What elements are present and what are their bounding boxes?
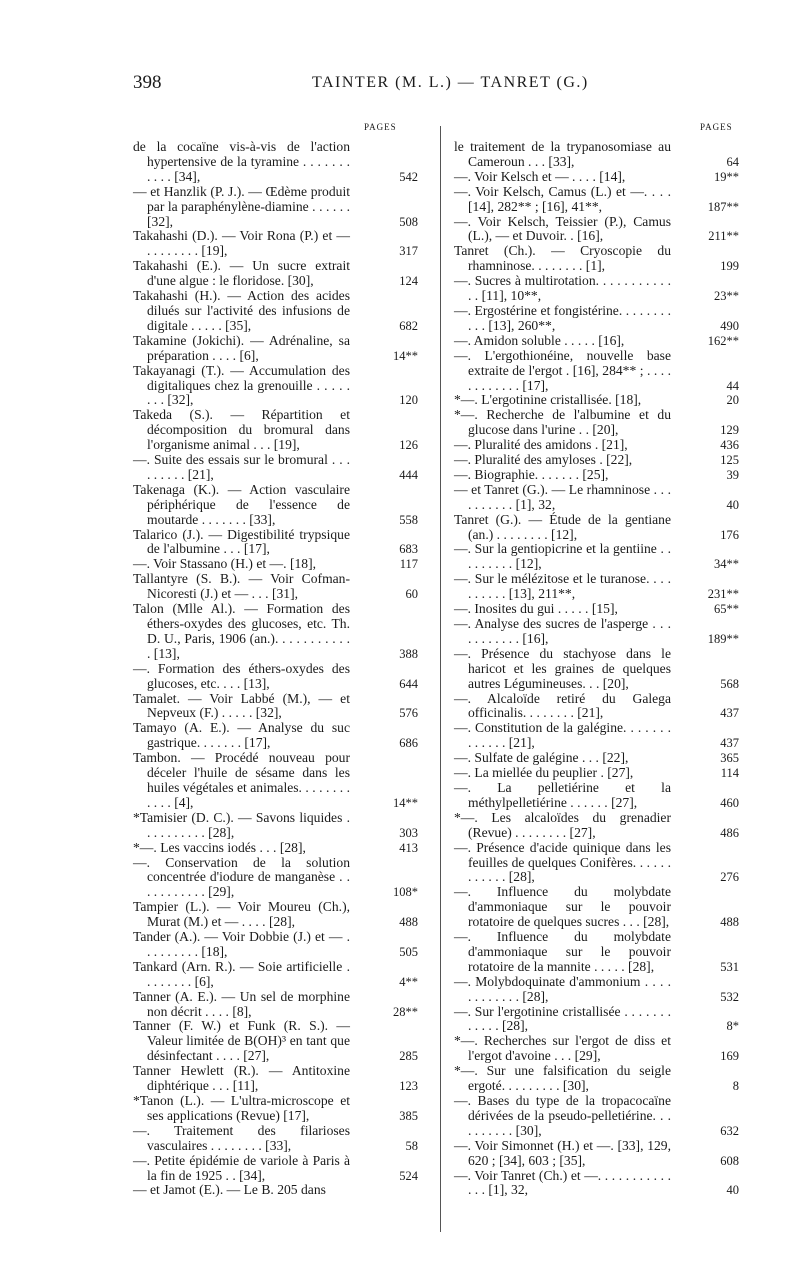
- index-entry: [133, 1154, 418, 1184]
- index-entry: [454, 602, 739, 617]
- entry-text: —. Suite des essais sur le bromural . . . . . . . . . [21],: [133, 452, 350, 482]
- index-entry: [454, 542, 739, 572]
- entry-text: Tanner (A. E.). — Un sel de morphine non décrit . . . . [8],: [133, 988, 350, 1019]
- entry-page: 124: [399, 274, 418, 289]
- index-entry: [133, 572, 418, 602]
- index-entry: [133, 1064, 418, 1094]
- entry-page: 682: [399, 318, 418, 333]
- entry-page: 436: [720, 438, 739, 453]
- entry-text: Takeda (S.). — Répartition et décomposition du bromural dans l'organisme animal . . . [19],: [133, 407, 350, 453]
- entry-text: —. Sucres à multirotation. . . . . . . . . . . . . [11], 10**,: [454, 273, 671, 304]
- entry-page: 14**: [393, 348, 418, 363]
- entry-text: —. Conservation de la solution concentrée d'iodure de manganèse . . . . . . . . . . . [29],: [133, 854, 350, 900]
- entry-page: 40: [726, 497, 739, 512]
- index-entry: [454, 215, 739, 245]
- entry-page: 644: [399, 676, 418, 691]
- entry-page: 40: [726, 1183, 739, 1198]
- entry-page: 488: [720, 915, 739, 930]
- index-entry: [133, 721, 418, 751]
- entry-text: Talon (Mlle Al.). — Formation des éthers-oxydes des glucoses, etc. Th. D. U., Paris, 1906 (an.). . . . . . . . . . . . [13],: [133, 601, 350, 661]
- index-entry: [133, 751, 418, 811]
- entry-page: 683: [399, 542, 418, 557]
- entry-page: 558: [399, 512, 418, 527]
- entry-page: 8: [732, 1079, 739, 1094]
- entry-page: 413: [399, 840, 418, 855]
- entry-page: 108*: [393, 885, 418, 900]
- entry-page: 385: [399, 1108, 418, 1123]
- entry-page: 444: [399, 467, 418, 482]
- index-entry: [454, 170, 739, 185]
- entry-page: 125: [720, 453, 739, 468]
- entry-text: *—. L'ergotinine cristallisée. [18],: [454, 392, 642, 408]
- entry-page: 524: [399, 1168, 418, 1183]
- entry-text: —. Amidon soluble . . . . . [16],: [454, 332, 625, 348]
- entry-text: —. Analyse des sucres de l'asperge . . . . . . . . . . . [16],: [454, 616, 671, 646]
- entry-text: —. Biographie. . . . . . . [25],: [454, 466, 609, 482]
- index-entry: [133, 140, 418, 185]
- entry-page: 189**: [707, 631, 739, 646]
- index-entry: [454, 274, 739, 304]
- entry-text: —. Alcaloïde retiré du Galega officinalis. . . . . . . . [21],: [454, 690, 671, 721]
- entry-page: 365: [720, 751, 739, 766]
- entry-text: —. L'ergothionéine, nouvelle base extraite de l'ergot . [16], 284** ; . . . . . . . . . . . . [17],: [454, 347, 671, 393]
- entry-page: 117: [399, 557, 418, 572]
- index-entry: [133, 960, 418, 990]
- entry-text: —. Sur le mélézitose et le turanose. . . . . . . . . . [13], 211**,: [454, 571, 671, 602]
- index-entry: [454, 244, 739, 274]
- index-entry: [454, 1139, 739, 1169]
- entry-text: —. Présence d'acide quinique dans les feuilles de quelques Conifères. . . . . . . . . . . . [28],: [454, 839, 671, 885]
- entry-page: 532: [720, 989, 739, 1004]
- index-entry: [133, 930, 418, 960]
- index-entry: [133, 990, 418, 1020]
- entry-text: —. Voir Kelsch, Camus (L.) et —. . . . [14], 282** ; [16], 41**,: [454, 183, 671, 214]
- entry-page: 19**: [714, 169, 739, 184]
- entry-text: Tankard (Arn. R.). — Soie artificielle . . . . . . . . [6],: [133, 958, 350, 989]
- index-entry: [454, 349, 739, 394]
- entry-text: —. Traitement des filarioses vasculaires . . . . . . . . [33],: [133, 1122, 350, 1153]
- entry-page: 120: [399, 393, 418, 408]
- entry-text: —. Influence du molybdate d'ammoniaque sur le pouvoir rotatoire de la mannite . . . . . [28],: [454, 929, 671, 974]
- entry-text: Takenaga (K.). — Action vasculaire périphérique de l'essence de moutarde . . . . . . . [33],: [133, 481, 350, 527]
- index-entry: [454, 513, 739, 543]
- entry-page: 608: [720, 1153, 739, 1168]
- entry-page: 199: [720, 259, 739, 274]
- entry-text: *—. Les vaccins iodés . . . [28],: [133, 839, 306, 855]
- entry-page: 129: [720, 423, 739, 438]
- entry-text: Tanner (F. W.) et Funk (R. S.). — Valeur limitée de B(OH)³ en tant que désinfectant . . . . [27],: [133, 1018, 350, 1064]
- index-entry: [133, 900, 418, 930]
- entry-page: 4**: [399, 974, 418, 989]
- column-divider: [440, 126, 441, 1232]
- index-entry: [454, 140, 739, 170]
- entry-text: *Tanon (L.). — L'ultra-microscope et ses applications (Revue) [17],: [133, 1093, 350, 1123]
- entry-page: 505: [399, 944, 418, 959]
- entry-text: —. Pluralité des amyloses . [22],: [454, 452, 633, 468]
- index-entry: [133, 289, 418, 334]
- index-entry: [454, 930, 739, 975]
- entry-page: 20: [726, 393, 739, 408]
- index-entry: [133, 841, 418, 856]
- index-entry: [133, 259, 418, 289]
- index-entry: [454, 304, 739, 334]
- entry-text: —. Ergostérine et fongistérine. . . . . . . . . . . [13], 260**,: [454, 302, 671, 333]
- entry-page: 285: [399, 1049, 418, 1064]
- index-entry: [454, 975, 739, 1005]
- entry-text: —. Voir Kelsch et — . . . . [14],: [454, 168, 626, 184]
- entry-text: Tambon. — Procédé nouveau pour déceler l'huile de sésame dans les huiles végétales et animales. . . . . . . . . . . . [4],: [133, 750, 350, 810]
- entry-page: 317: [399, 244, 418, 259]
- entry-text: — et Jamot (E.). — Le B. 205 dans: [133, 1182, 326, 1198]
- entry-text: *—. Recherches sur l'ergot de diss et l'ergot d'avoine . . . [29],: [454, 1033, 671, 1064]
- index-entry: [454, 811, 739, 841]
- entry-page: 303: [399, 825, 418, 840]
- index-entry: [133, 811, 418, 841]
- index-entry: [133, 364, 418, 409]
- index-entry: [133, 1094, 418, 1124]
- index-entry: [454, 438, 739, 453]
- entry-text: le traitement de la trypanosomiase au Cameroun . . . [33],: [454, 139, 671, 169]
- entry-page: 187**: [707, 199, 739, 214]
- entry-page: 460: [720, 795, 739, 810]
- index-entry: [454, 453, 739, 468]
- left-column: [133, 140, 418, 1198]
- entry-page: 44: [726, 378, 739, 393]
- index-entry: [454, 1094, 739, 1139]
- index-entry: [454, 185, 739, 215]
- index-entry: [133, 1183, 418, 1198]
- index-entry: [133, 692, 418, 722]
- index-entry: [133, 185, 418, 230]
- entry-page: 34**: [714, 557, 739, 572]
- entry-page: 231**: [707, 587, 739, 602]
- index-entry: [133, 602, 418, 662]
- index-entry: [454, 1034, 739, 1064]
- entry-page: 488: [399, 915, 418, 930]
- index-entry: [454, 647, 739, 692]
- entry-text: —. Sur la gentiopicrine et la gentiine . . . . . . . . . [12],: [454, 541, 671, 572]
- entry-page: 162**: [707, 333, 739, 348]
- index-entry: [133, 229, 418, 259]
- entry-text: Takahashi (H.). — Action des acides dilués sur l'activité des infusions de digitale . . . . . [35],: [133, 288, 350, 333]
- index-entry: [454, 334, 739, 349]
- entry-page: 123: [399, 1079, 418, 1094]
- entry-text: —. Molybdoquinate d'ammonium . . . . . . . . . . . . [28],: [454, 973, 671, 1004]
- entry-text: —. Bases du type de la tropacocaïne dérivées de la pseudo-pelletiérine. . . . . . . . . . [30],: [454, 1093, 671, 1138]
- entry-page: 169: [720, 1049, 739, 1064]
- index-entry: [454, 617, 739, 647]
- entry-page: 8*: [726, 1019, 739, 1034]
- entry-page: 64: [726, 154, 739, 169]
- index-entry: [133, 528, 418, 558]
- entry-page: 276: [720, 870, 739, 885]
- index-entry: [133, 1124, 418, 1154]
- running-head: TAINTER (M. L.) — TANRET (G.): [312, 74, 589, 91]
- entry-text: Tallantyre (S. B.). — Voir Cofman-Nicoresti (J.) et — . . . [31],: [133, 571, 350, 602]
- index-entry: [133, 557, 418, 572]
- entry-text: Takayanagi (T.). — Accumulation des digitaliques chez la grenouille . . . . . . . . [32],: [133, 362, 350, 408]
- index-entry: [133, 453, 418, 483]
- entry-page: 65**: [714, 602, 739, 617]
- entry-page: 126: [399, 438, 418, 453]
- pages-label-left: PAGES: [364, 122, 397, 132]
- entry-text: Tanner Hewlett (R.). — Antitoxine diphtérique . . . [11],: [133, 1063, 350, 1094]
- right-column: [454, 140, 739, 1198]
- index-entry: [454, 766, 739, 781]
- entry-text: Tanret (G.). — Étude de la gentiane (an.) . . . . . . . . [12],: [454, 511, 671, 542]
- entry-page: 114: [720, 766, 739, 781]
- entry-text: *—. Sur une falsification du seigle ergoté. . . . . . . . . [30],: [454, 1063, 671, 1094]
- entry-text: —. Constitution de la galégine. . . . . . . . . . . . . [21],: [454, 720, 671, 751]
- pages-label-right: PAGES: [700, 122, 733, 132]
- entry-page: 486: [720, 825, 739, 840]
- entry-text: Tander (A.). — Voir Dobbie (J.) et — . . . . . . . . . [18],: [133, 929, 350, 959]
- entry-text: —. La miellée du peuplier . [27],: [454, 765, 634, 781]
- entry-text: Takamine (Jokichi). — Adrénaline, sa préparation . . . . [6],: [133, 332, 350, 363]
- entry-page: 60: [405, 587, 418, 602]
- index-entry: [133, 662, 418, 692]
- entry-text: —. Formation des éthers-oxydes des glucoses, etc. . . . [13],: [133, 660, 350, 691]
- entry-page: 686: [399, 736, 418, 751]
- index-entry: [454, 1064, 739, 1094]
- entry-text: Tamalet. — Voir Labbé (M.), — et Nepveux (F.) . . . . . [32],: [133, 690, 350, 721]
- entry-page: 23**: [714, 289, 739, 304]
- index-entry: [454, 408, 739, 438]
- entry-page: 542: [399, 169, 418, 184]
- entry-text: —. Présence du stachyose dans le haricot et les graines de quelques autres Légumineuses. . . [20],: [454, 645, 671, 691]
- entry-text: Tanret (Ch.). — Cryoscopie du rhamninose. . . . . . . . [1],: [454, 243, 671, 274]
- entry-text: —. Influence du molybdate d'ammoniaque sur le pouvoir rotatoire de quelques sucres . . . [28],: [454, 884, 671, 930]
- entry-page: 490: [720, 318, 739, 333]
- entry-text: Takahashi (E.). — Un sucre extrait d'une algue : le floridose. [30],: [133, 258, 350, 289]
- entry-page: 39: [726, 467, 739, 482]
- entry-text: Takahashi (D.). — Voir Rona (P.) et — . . . . . . . . [19],: [133, 228, 350, 259]
- index-entry: [454, 468, 739, 483]
- entry-page: 176: [720, 527, 739, 542]
- index-entry: [454, 483, 739, 513]
- index-entry: [454, 885, 739, 930]
- entry-text: Tampier (L.). — Voir Moureu (Ch.), Murat (M.) et — . . . . [28],: [133, 899, 350, 930]
- entry-page: 14**: [393, 795, 418, 810]
- entry-page: 58: [405, 1138, 418, 1153]
- index-entry: [454, 721, 739, 751]
- index-entry: [454, 572, 739, 602]
- index-entry: [133, 334, 418, 364]
- entry-text: —. Sur l'ergotinine cristallisée . . . . . . . . . . . . [28],: [454, 1003, 671, 1034]
- index-entry: [133, 408, 418, 453]
- entry-text: *Tamisier (D. C.). — Savons liquides . . . . . . . . . . [28],: [133, 809, 350, 840]
- entry-page: 531: [720, 959, 739, 974]
- entry-text: —. Sulfate de galégine . . . [22],: [454, 750, 629, 766]
- entry-text: *—. Recherche de l'albumine et du glucose dans l'urine . . [20],: [454, 407, 671, 438]
- entry-page: 211**: [708, 229, 739, 244]
- entry-text: —. Voir Kelsch, Teissier (P.), Camus (L.), — et Duvoir. . [16],: [454, 213, 671, 244]
- index-entry: [454, 393, 739, 408]
- entry-page: 28**: [393, 1004, 418, 1019]
- entry-text: —. La pelletiérine et la méthylpelletiérine . . . . . . [27],: [454, 779, 671, 810]
- index-entry: [454, 841, 739, 886]
- index-entry: [454, 781, 739, 811]
- entry-page: 437: [720, 736, 739, 751]
- index-entry: [454, 1169, 739, 1199]
- index-entry: [133, 1019, 418, 1064]
- entry-text: Tamayo (A. E.). — Analyse du suc gastrique. . . . . . . [17],: [133, 720, 350, 751]
- index-entry: [454, 692, 739, 722]
- entry-page: 632: [720, 1123, 739, 1138]
- entry-text: de la cocaïne vis-à-vis de l'action hypertensive de la tyramine . . . . . . . . . . . [34],: [133, 139, 350, 184]
- entry-text: —. Petite épidémie de variole à Paris à la fin de 1925 . . [34],: [133, 1152, 350, 1183]
- entry-text: Talarico (J.). — Digestibilité trypsique de l'albumine . . . [17],: [133, 526, 350, 557]
- index-entry: [133, 483, 418, 528]
- entry-page: 508: [399, 214, 418, 229]
- page-number: 398: [133, 72, 162, 93]
- entry-text: *—. Les alcaloïdes du grenadier (Revue) . . . . . . . . [27],: [454, 809, 671, 840]
- entry-page: 437: [720, 706, 739, 721]
- entry-page: 576: [399, 706, 418, 721]
- index-entry: [454, 751, 739, 766]
- index-entry: [133, 856, 418, 901]
- entry-text: —. Voir Tanret (Ch.) et —. . . . . . . . . . . . . . [1], 32,: [454, 1167, 671, 1198]
- entry-text: —. Voir Simonnet (H.) et —. [33], 129, 620 ; [34], 603 ; [35],: [454, 1137, 671, 1168]
- entry-text: —. Voir Stassano (H.) et —. [18],: [133, 556, 316, 572]
- index-entry: [454, 1005, 739, 1035]
- entry-text: —. Inosites du gui . . . . . [15],: [454, 601, 618, 617]
- entry-page: 388: [399, 646, 418, 661]
- entry-text: — et Tanret (G.). — Le rhamninose . . . . . . . . . . [1], 32,: [454, 481, 671, 512]
- entry-text: — et Hanzlik (P. J.). — Œdème produit par la paraphénylène-diamine . . . . . . [32],: [133, 183, 350, 229]
- entry-text: —. Pluralité des amidons . [21],: [454, 437, 628, 453]
- entry-page: 568: [720, 676, 739, 691]
